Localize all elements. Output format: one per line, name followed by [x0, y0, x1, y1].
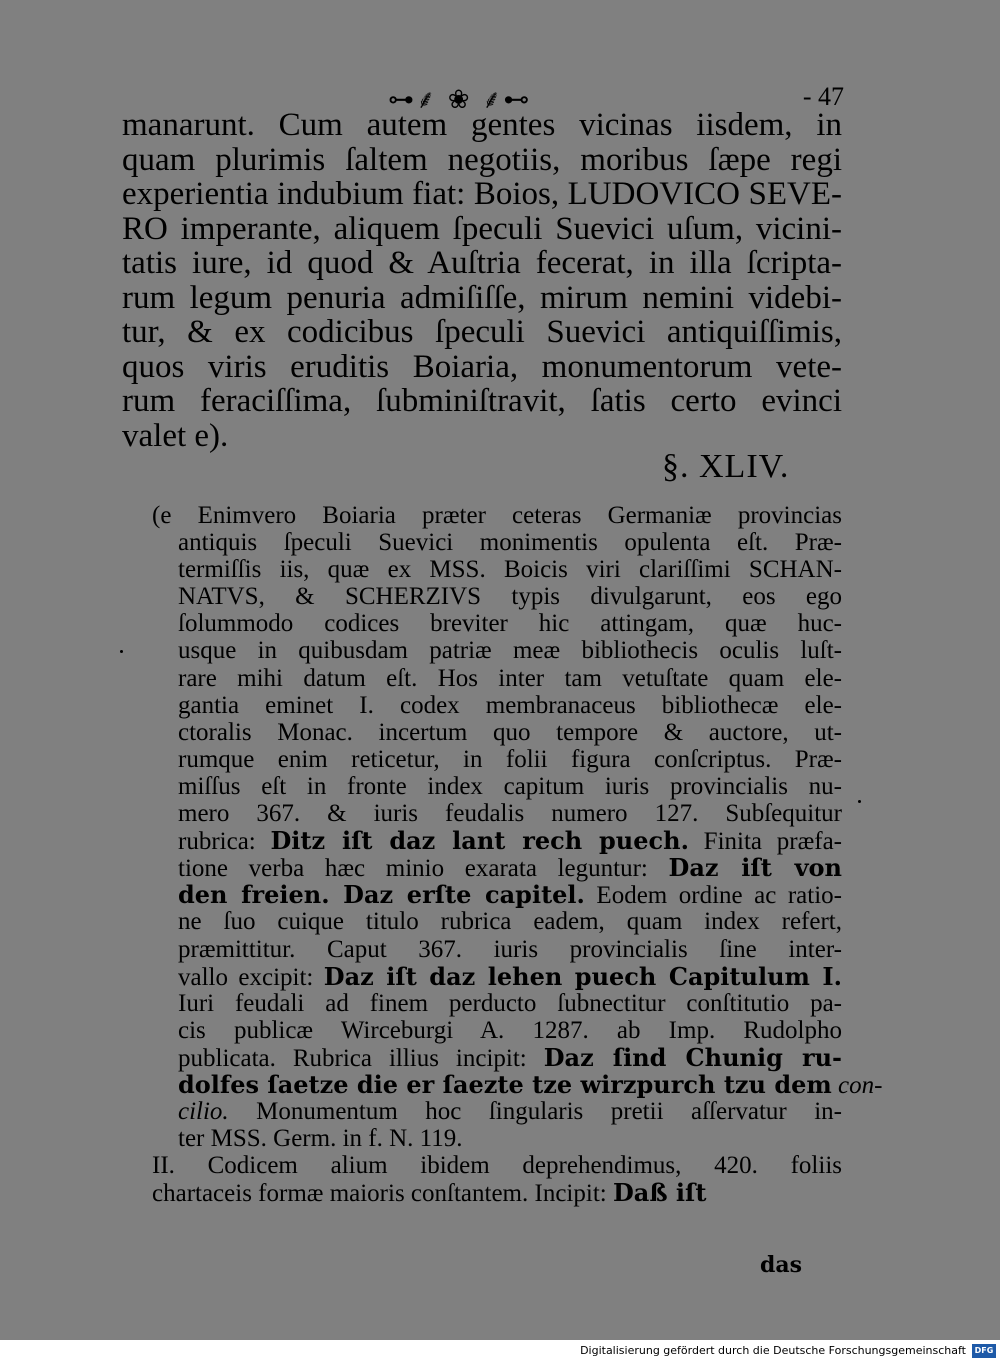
footnote-line — [152, 529, 842, 556]
footnote-line — [152, 637, 842, 664]
margin-speck — [858, 800, 861, 803]
main-text-line: experientia indubium fiat: Boios, LUDOVICO SEVE- — [122, 176, 842, 212]
main-text-line: quam plurimis ſaltem negotiis, moribus ſæpe regi — [122, 141, 842, 178]
footnote-line — [152, 1125, 842, 1152]
footnote-line — [152, 963, 842, 990]
footnote-segment: rumque enim reticetur, in folii figura conſcriptus. Præ- — [178, 745, 842, 773]
main-text-line: rum feraciſſima, ſubminiſtravit, ſatis certo evinci — [122, 383, 842, 419]
footnote-line — [152, 556, 842, 583]
main-text-line: RO imperante, aliquem ſpeculi Suevici uſum, vicini- — [122, 210, 842, 247]
catchword: das — [760, 1252, 803, 1278]
footnote-segment: Ditz iſt daz lant rech puech. — [270, 826, 689, 856]
footnote-line — [152, 502, 842, 529]
head-ornament: ⊶⸙ ❀ ⸙⊷ — [388, 85, 532, 115]
footnote-segment: antiquis ſpeculi Suevici monimentis opulenta eſt. Præ- — [178, 529, 842, 557]
footnote-line — [152, 881, 842, 908]
footnote-line — [152, 1152, 842, 1179]
footnote-line — [152, 854, 842, 881]
footnote-segment: rubrica: — [178, 828, 271, 856]
footnote-line — [152, 583, 842, 610]
footnote-line — [152, 692, 842, 719]
footnote-segment: NATVS, & SCHERZIVS typis divulgarunt, eos ego — [178, 583, 842, 611]
footnote-segment: mero 367. & iuris feudalis numero 127. Subſequitur — [178, 800, 842, 828]
footnote-segment: II. Codicem alium ibidem deprehendimus, 420. foliis — [152, 1152, 842, 1180]
section-heading: §. XLIV. — [662, 448, 790, 485]
footnote-segment: cilio. — [178, 1098, 229, 1126]
footnote-line — [152, 746, 842, 773]
main-text-line: quos viris eruditis Boiaria, monumentorum vete- — [122, 348, 842, 385]
footnote-line — [152, 665, 842, 692]
footnote-segment: miſſus eſt in fronte index capitum iuris provincialis nu- — [178, 772, 842, 800]
footnote-segment: ter MSS. Germ. in f. N. 119. — [178, 1125, 463, 1153]
footnote-segment: ſolummodo codices breviter hic attingam, quæ huc- — [178, 610, 842, 638]
footnote-segment: gantia eminet I. codex membranaceus bibliothecæ ele- — [178, 691, 842, 719]
footer-credit: Digitalisierung gefördert durch die Deutsche Forschungsgemeinschaft — [580, 1344, 966, 1357]
footnote-line — [152, 1179, 842, 1206]
footnote-segment: Daz ſind Chunig ru- — [543, 1042, 842, 1072]
footnote-segment: vallo excipit: — [178, 963, 324, 991]
footnote-line — [152, 773, 842, 800]
footnote-segment: Iuri feudali ad finem perducto ſubnectitur conſtitutio pa- — [178, 989, 842, 1017]
footnote-segment: Eodem ordine ac ratio- — [584, 882, 842, 910]
footnote-line — [152, 610, 842, 637]
footnote-segment: præmittitur. Caput 367. iuris provincialis ſine inter- — [178, 935, 842, 963]
dfg-logo-icon: DFG — [972, 1344, 996, 1358]
footnote-segment: Daß iſt — [612, 1178, 707, 1208]
footnote-segment: chartaceis formæ maioris conſtantem. Incipit: — [152, 1180, 613, 1208]
footnote-segment: con- — [831, 1071, 883, 1099]
footnote-line — [152, 827, 842, 854]
footnote-line — [152, 1044, 842, 1071]
footnote-segment: Daz iſt von — [668, 853, 842, 883]
main-paragraph — [122, 108, 842, 453]
footnote-line — [152, 908, 842, 935]
footnote-segment: den freien. Daz erſte capitel. — [178, 880, 585, 910]
margin-speck — [120, 650, 123, 653]
footnote-segment: publicata. Rubrica illius incipit: — [178, 1044, 544, 1072]
footnote-block — [152, 502, 883, 1208]
footnote-segment: tione verba hæc minio exarata leguntur: — [178, 855, 669, 883]
footnote-segment: dolfes ſaetze die er ſaezte tze wirzpurch tzu dem — [178, 1069, 832, 1099]
main-text-line: tur, & ex codicibus ſpeculi Suevici antiquiſſimis, — [122, 314, 842, 350]
main-text-line: rum legum penuria admiſiſſe, mirum nemini videbi- — [122, 279, 842, 316]
footnote-line — [152, 1017, 842, 1044]
footer-bar — [0, 1340, 1000, 1364]
footnote-segment: rare mihi datum eſt. Hos inter tam vetuſtate quam ele- — [178, 664, 842, 692]
footnote-segment: Daz iſt daz lehen puech Capitulum I. — [323, 961, 843, 991]
footnote-segment: Monumentum hoc ſingularis pretii aſſervatur in- — [228, 1098, 842, 1126]
page-number: - 47 — [802, 82, 844, 111]
footnote-segment: ne ſuo cuique titulo rubrica eadem, quam index refert, — [178, 908, 842, 936]
footnote-segment: (e Enimvero Boiaria præter ceteras Germaniæ provincias — [152, 502, 842, 529]
footnote-line — [152, 800, 842, 827]
footnote-segment: termiſſis iis, quæ ex MSS. Boicis viri clariſſimi SCHAN- — [178, 556, 842, 584]
footnote-segment: Finita præfa- — [688, 828, 842, 856]
footnote-segment: usque in quibusdam patriæ meæ bibliothecis oculis luſt- — [178, 637, 842, 665]
footnote-line — [152, 1069, 883, 1099]
main-text-line: valet e). — [122, 417, 229, 454]
footnote-line — [152, 936, 842, 963]
footnote-segment: cis publicæ Wirceburgi A. 1287. ab Imp. Rudolpho — [178, 1016, 842, 1044]
footnote-segment: ctoralis Monac. incertum quo tempore & auctore, ut- — [178, 718, 842, 746]
footnote-line — [152, 1098, 842, 1125]
main-text-line: tatis iure, id quod & Auſtria fecerat, in illa ſcripta- — [122, 245, 842, 281]
footnote-line — [152, 719, 842, 746]
footnote-line — [152, 990, 842, 1017]
main-text-line: manarunt. Cum autem gentes vicinas iisdem, in — [122, 107, 842, 143]
